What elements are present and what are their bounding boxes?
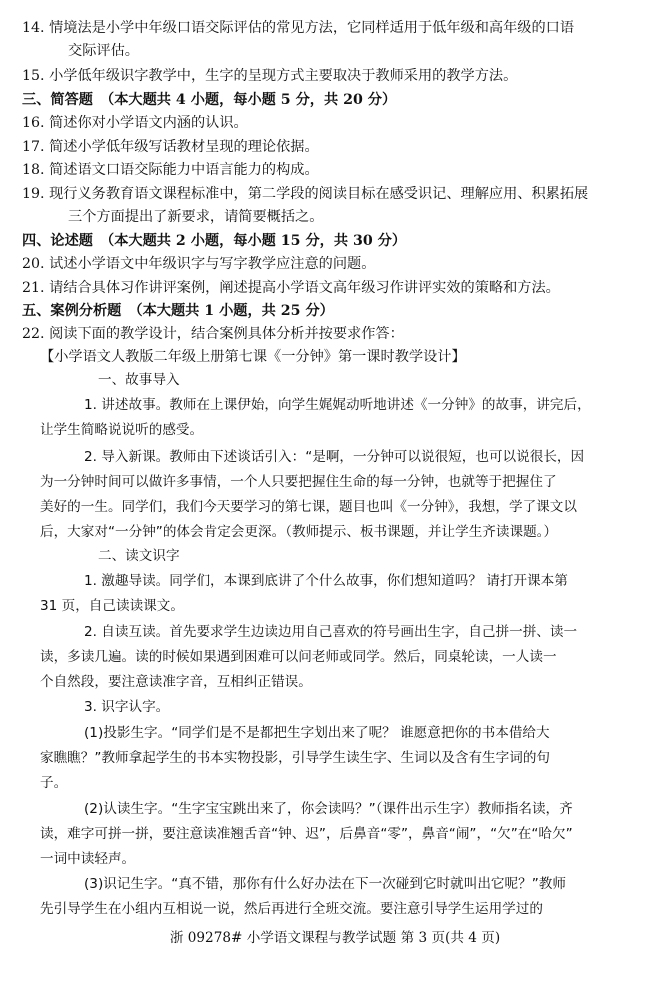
case-line: 家瞧瞧？”教师拿起学生的书本实物投影，引导学生读生字、生词以及含有生字词的句 [40,750,551,766]
case-line: (3)识记生字。“真不错，那你有什么好办法在下一次碰到它时就叫出它呢？”教师 [84,876,566,892]
question-number: 15. [22,68,45,84]
question-18 [22,160,319,180]
question-19 [22,184,588,204]
question-number: 21. [22,280,45,296]
question-20 [22,254,375,274]
case-line: 一、故事导入 [98,372,180,388]
question-number: 18. [22,162,45,178]
question-text: 小学低年级识字教学中，生字的呈现方式主要取决于教师采用的教学方法。 [49,68,518,84]
case-line: 为一分钟时间可以做许多事情，一个人只要把握住生命的每一分钟，也就等于把握住了 [40,474,557,490]
case-line: 3. 识字认字。 [84,699,170,715]
question-text: 情境法是小学中年级口语交际评估的常见方法，它同样适用于低年级和高年级的口语 [49,20,575,36]
question-text-continued: 交际评估。 [68,43,139,59]
case-line: 子。 [40,775,68,791]
question-17 [22,137,319,157]
question-14 [22,18,574,38]
question-number: 19. [22,186,45,202]
question-text: 简述你对小学语文内涵的认识。 [49,115,248,131]
case-line: 二、读文识字 [98,548,180,564]
question-number: 20. [22,256,45,272]
case-line: 美好的一生。同学们，我们今天要学习的第七课，题目也叫《一分钟》，我想，学了课文以 [40,499,577,515]
question-22 [22,324,404,344]
question-text: 请结合具体习作讲评案例，阐述提高小学语文高年级习作讲评实效的策略和方法。 [49,280,560,296]
case-line: 一词中读轻声。 [40,851,136,867]
case-title: 【小学语文人教版二年级上册第七课《一分钟》第一课时教学设计】 [40,349,466,365]
page-footer: 浙 09278# 小学语文课程与教学试题 第 3 页(共 4 页) [169,930,501,946]
case-line: (1)投影生字。“同学们是不是都把生字划出来了呢？ 谁愿意把你的书本借给大 [84,725,550,741]
question-21 [22,278,560,298]
question-text: 简述语文口语交际能力中语言能力的构成。 [49,162,319,178]
case-line: 读，难字可拼一拼，要注意读准翘舌音“钟、迟”，后鼻音“零”，鼻音“闹”，“欠”在“哈欠” [40,826,573,842]
case-line: 让学生简略说说听的感受。 [40,422,204,438]
section-heading-essay: 四、论述题 （本大题共 2 小题，每小题 15 分，共 30 分） [22,233,407,249]
case-line: 个自然段，要注意读准字音，互相纠正错误。 [40,674,312,690]
question-number: 17. [22,139,45,155]
section-heading-case-analysis: 五、案例分析题 （本大题共 1 小题，共 25 分） [22,303,334,319]
question-text: 简述小学低年级写话教材呈现的理论依据。 [49,139,319,155]
case-line: 1. 讲述故事。教师在上课伊始，向学生娓娓动听地讲述《一分钟》的故事，讲完后， [84,397,591,413]
case-line: 2. 导入新课。教师由下述谈话引入：“是啊，一分钟可以说很短，也可以说很长，因 [84,449,585,465]
case-line: 后，大家对“一分钟”的体会肯定会更深。（教师提示、板书课题，并让学生齐读课题。） [40,524,558,540]
section-heading-short-answer: 三、简答题 （本大题共 4 小题，每小题 5 分，共 20 分） [22,92,397,108]
question-number: 22. [22,326,45,342]
question-16 [22,113,248,133]
question-15 [22,66,517,86]
question-text: 阅读下面的教学设计，结合案例具体分析并按要求作答： [49,326,404,342]
case-line: 读，多读几遍。读的时候如果遇到困难可以问老师或同学。然后，同桌轮读，一人读一 [40,649,557,665]
case-line: (2)认读生字。“生字宝宝跳出来了，你会读吗？”（课件出示生字）教师指名读，齐 [84,801,573,817]
question-text-continued: 三个方面提出了新要求，请简要概括之。 [68,209,324,225]
question-number: 14. [22,20,45,36]
question-text: 试述小学语文中年级识字与写字教学应注意的问题。 [49,256,376,272]
case-line: 先引导学生在小组内互相说一说，然后再进行全班交流。要注意引导学生运用学过的 [40,901,543,917]
case-line: 2. 自读互读。首先要求学生边读边用自己喜欢的符号画出生字，自己拼一拼、读一 [84,624,578,640]
case-line: 31 页，自己读读课文。 [40,598,184,614]
question-number: 16. [22,115,45,131]
case-line: 1. 激趣导读。同学们，本课到底讲了个什么故事，你们想知道吗？ 请打开课本第 [84,573,568,589]
question-text: 现行义务教育语文课程标准中，第二学段的阅读目标在感受识记、理解应用、积累拓展 [49,186,589,202]
